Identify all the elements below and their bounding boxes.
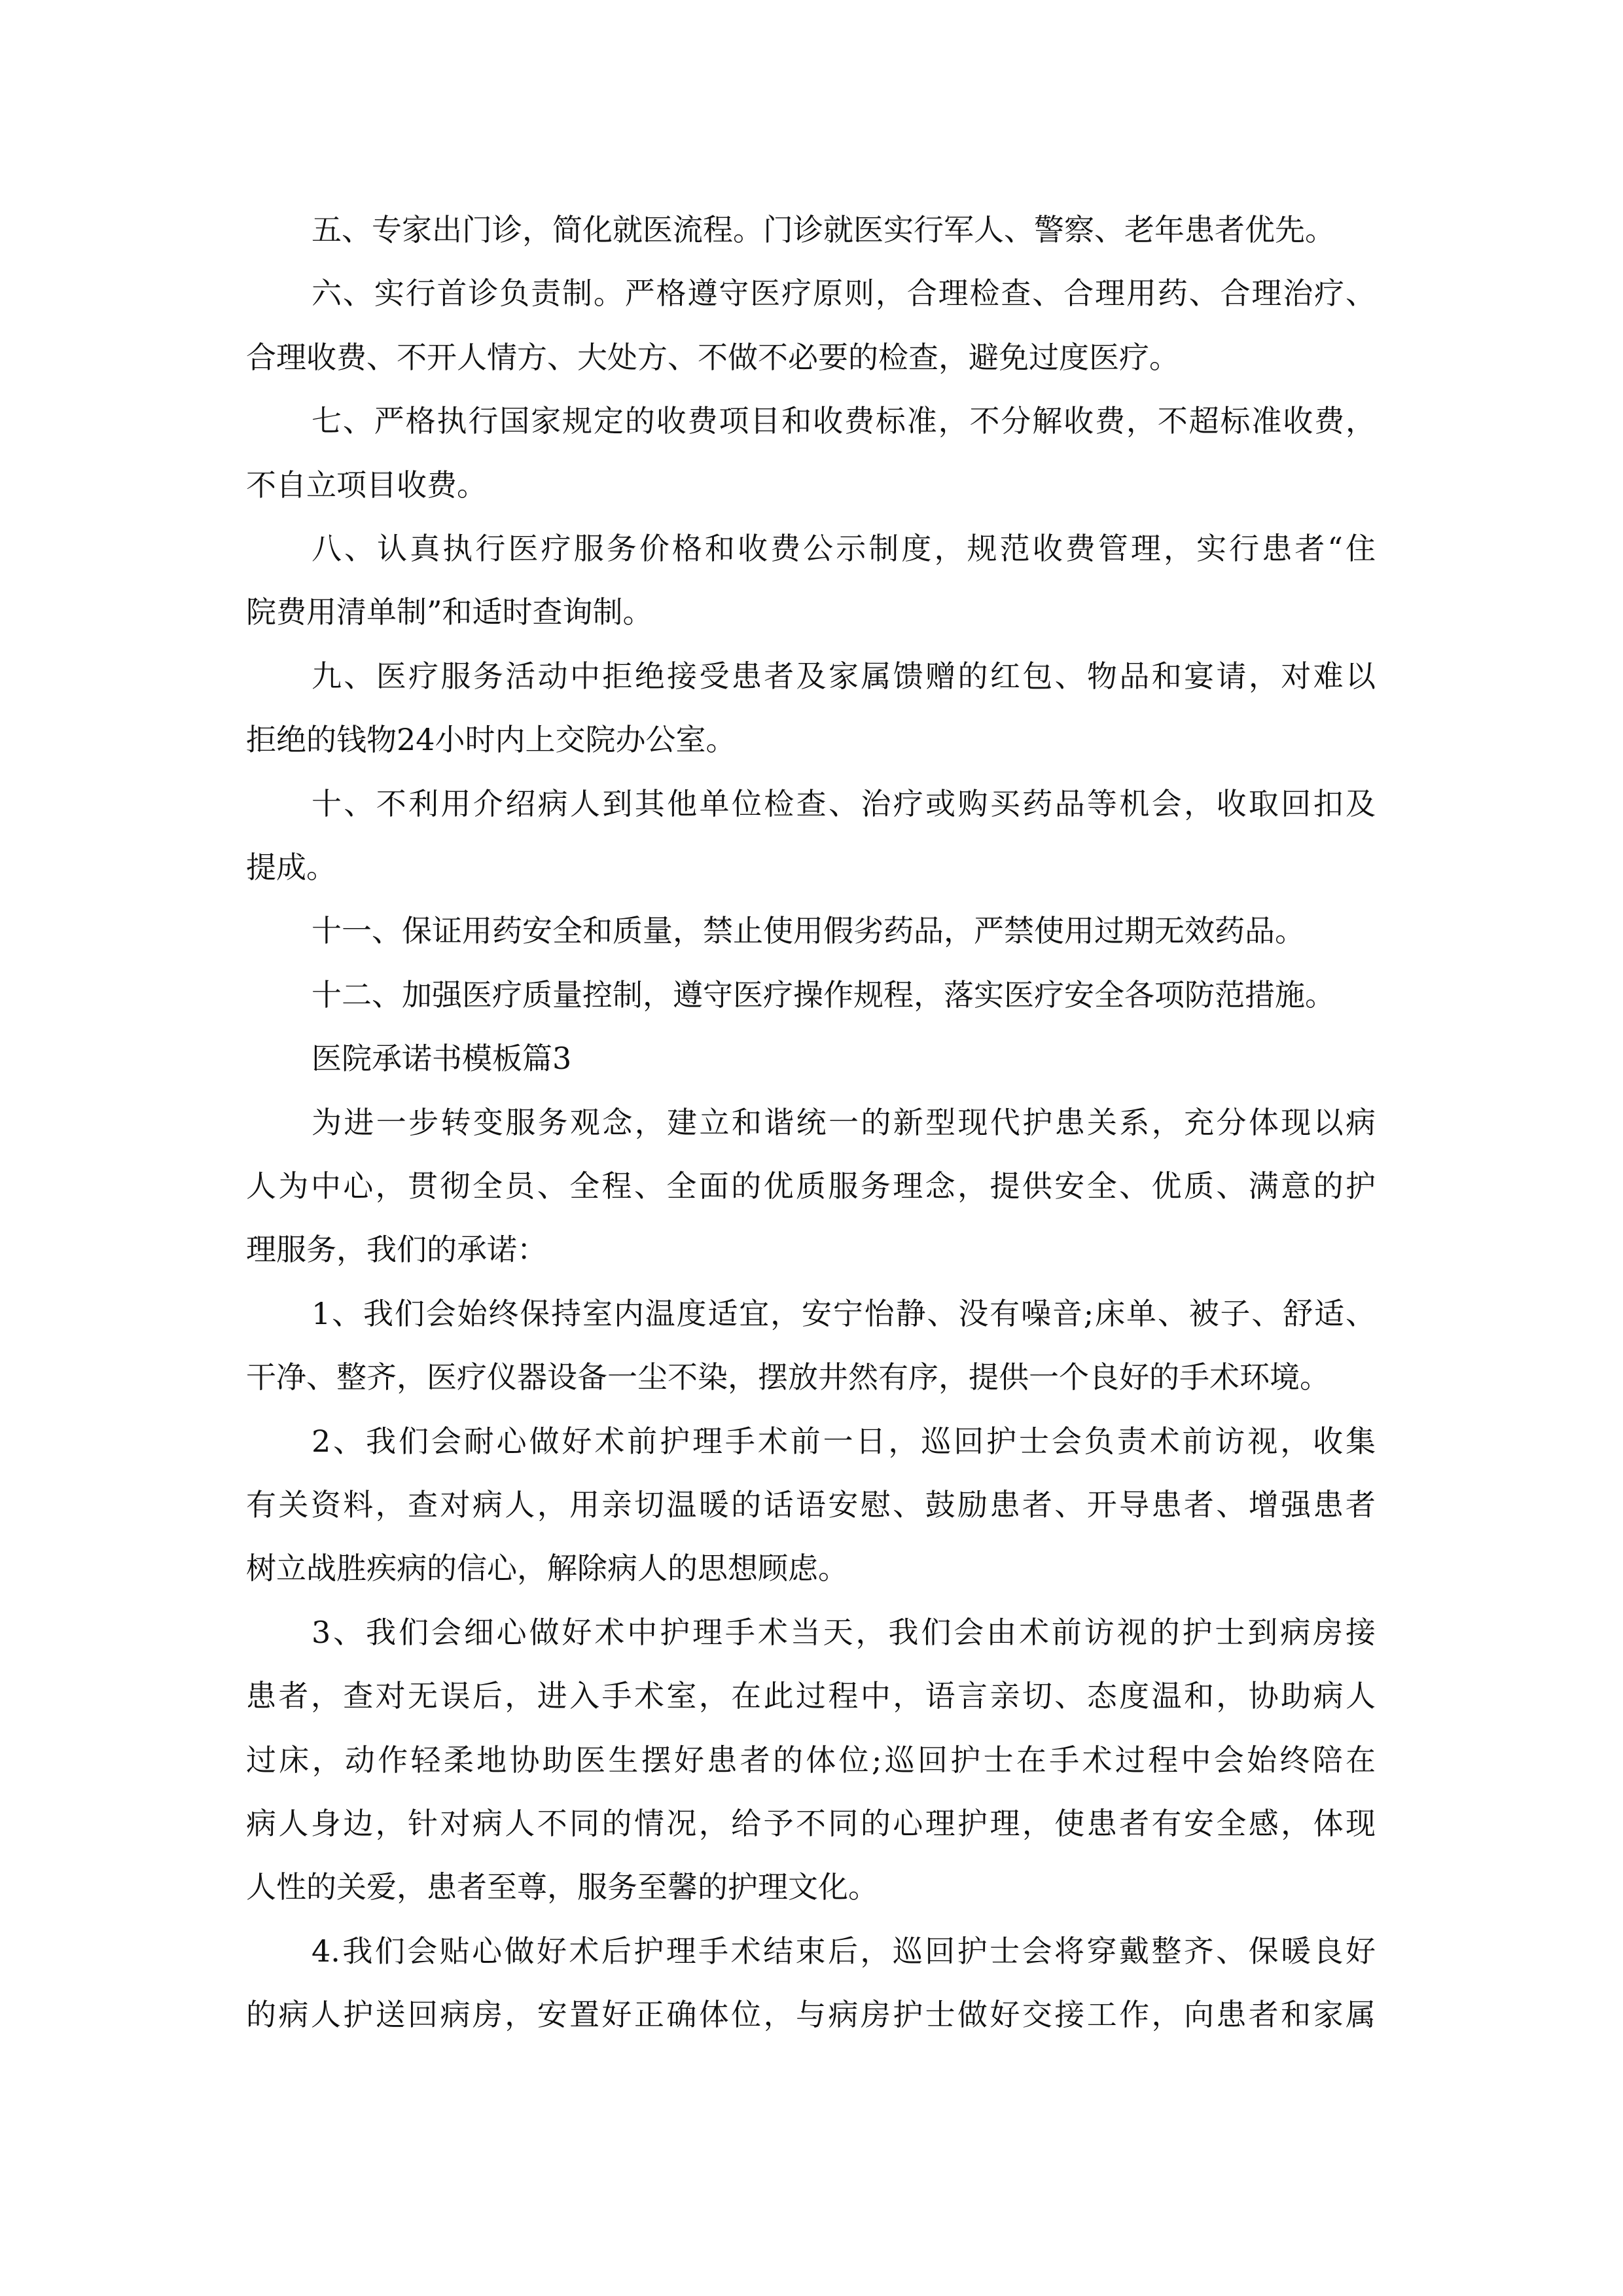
paragraph-line: 干净、整齐，医疗仪器设备一尘不染，摆放井然有序，提供一个良好的手术环境。 (246, 1359, 1330, 1395)
paragraph-line: 九、医疗服务活动中拒绝接受患者及家属馈赠的红包、物品和宴请，对难以 (312, 658, 1376, 694)
paragraph-line: 八、认真执行医疗服务价格和收费公示制度，规范收费管理，实行患者“住 (312, 531, 1376, 566)
paragraph-line: 过床，动作轻柔地协助医生摆好患者的体位;巡回护士在手术过程中会始终陪在 (246, 1742, 1376, 1778)
paragraph-line: 人性的关爱，患者至尊，服务至馨的护理文化。 (246, 1869, 878, 1905)
paragraph-line: 六、实行首诊负责制。严格遵守医疗原则，合理检查、合理用药、合理治疗、 (312, 276, 1376, 312)
paragraph-line: 理服务，我们的承诺： (246, 1232, 547, 1268)
section-heading: 医院承诺书模板篇3 (312, 1041, 572, 1077)
paragraph-line: 人为中心，贯彻全员、全程、全面的优质服务理念，提供安全、优质、满意的护 (246, 1168, 1376, 1204)
paragraph-line: 有关资料，查对病人，用亲切温暖的话语安慰、鼓励患者、开导患者、增强患者 (246, 1487, 1376, 1522)
paragraph-line: 十二、加强医疗质量控制，遵守医疗操作规程，落实医疗安全各项防范措施。 (312, 977, 1335, 1013)
paragraph-line: 十、不利用介绍病人到其他单位检查、治疗或购买药品等机会，收取回扣及 (312, 785, 1376, 821)
paragraph-line: 不自立项目收费。 (246, 467, 487, 503)
paragraph-line: 4.我们会贴心做好术后护理手术结束后，巡回护士会将穿戴整齐、保暖良好 (312, 1933, 1376, 1969)
paragraph-line: 院费用清单制”和适时查询制。 (246, 594, 653, 630)
paragraph-line: 合理收费、不开人情方、大处方、不做不必要的检查，避免过度医疗。 (246, 339, 1179, 375)
paragraph-line: 为进一步转变服务观念，建立和谐统一的新型现代护患关系，充分体现以病 (312, 1104, 1376, 1140)
paragraph-line: 患者，查对无误后，进入手术室，在此过程中，语言亲切、态度温和，协助病人 (246, 1678, 1376, 1714)
paragraph-line: 十一、保证用药安全和质量，禁止使用假劣药品，严禁使用过期无效药品。 (312, 913, 1305, 949)
paragraph-line: 提成。 (246, 850, 336, 885)
paragraph-line: 五、专家出门诊，简化就医流程。门诊就医实行军人、警察、老年患者优先。 (312, 212, 1335, 247)
paragraph-line: 病人身边，针对病人不同的情况，给予不同的心理护理，使患者有安全感，体现 (246, 1806, 1376, 1841)
paragraph-line: 树立战胜疾病的信心，解除病人的思想顾虑。 (246, 1551, 848, 1587)
paragraph-line: 七、严格执行国家规定的收费项目和收费标准，不分解收费，不超标准收费， (312, 403, 1376, 439)
paragraph-line: 2、我们会耐心做好术前护理手术前一日，巡回护士会负责术前访视，收集 (312, 1423, 1376, 1459)
paragraph-line: 1、我们会始终保持室内温度适宜，安宁怡静、没有噪音;床单、被子、舒适、 (312, 1295, 1376, 1331)
paragraph-line: 3、我们会细心做好术中护理手术当天，我们会由术前访视的护士到病房接 (312, 1614, 1376, 1650)
paragraph-line: 拒绝的钱物24小时内上交院办公室。 (246, 722, 736, 758)
paragraph-line: 的病人护送回病房，安置好正确体位，与病房护士做好交接工作，向患者和家属 (246, 1997, 1376, 2033)
